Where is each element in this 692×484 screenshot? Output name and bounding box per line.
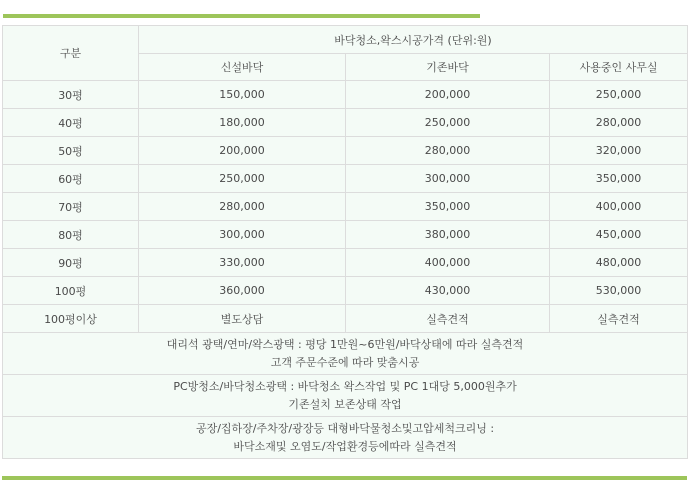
note-line-1: PC방청소/바닥청소광택 : 바닥청소 왁스작업 및 PC 1대당 5,000원추가 xyxy=(173,379,517,393)
price-cell: 380,000 xyxy=(346,221,550,249)
price-cell: 430,000 xyxy=(346,277,550,305)
price-cell: 150,000 xyxy=(139,81,346,109)
price-cell: 실측견적 xyxy=(550,305,688,333)
table-row xyxy=(3,165,688,193)
price-cell: 250,000 xyxy=(346,109,550,137)
note-row xyxy=(3,375,688,417)
price-cell: 350,000 xyxy=(550,165,688,193)
row-size-cell: 80평 xyxy=(3,221,139,249)
price-cell: 360,000 xyxy=(139,277,346,305)
price-cell: 330,000 xyxy=(139,249,346,277)
table-row xyxy=(3,249,688,277)
price-cell: 280,000 xyxy=(346,137,550,165)
price-cell: 200,000 xyxy=(346,81,550,109)
note-line-2: 고객 주문수준에 따라 맞춤시공 xyxy=(270,355,420,369)
header-category-cell: 구분 xyxy=(3,26,139,81)
row-size-cell: 70평 xyxy=(3,193,139,221)
note-line-1: 공장/집하장/주차장/광장등 대형바닥물청소및고압세척크리닝 : xyxy=(195,421,495,435)
row-size-cell: 100평 xyxy=(3,277,139,305)
note-cell xyxy=(3,333,688,375)
price-table xyxy=(2,25,688,459)
note-row xyxy=(3,417,688,459)
table-row xyxy=(3,137,688,165)
note-cell xyxy=(3,417,688,459)
row-size-cell: 30평 xyxy=(3,81,139,109)
price-cell: 250,000 xyxy=(139,165,346,193)
price-cell: 530,000 xyxy=(550,277,688,305)
header-group-cell: 바닥청소,왁스시공가격 (단위:원) xyxy=(139,26,688,54)
note-line-2: 기존설치 보존상태 작업 xyxy=(288,397,402,411)
table-row xyxy=(3,109,688,137)
header-col-existing-floor: 기존바닥 xyxy=(346,54,550,81)
price-cell: 450,000 xyxy=(550,221,688,249)
price-cell: 280,000 xyxy=(550,109,688,137)
header-row-group xyxy=(3,26,688,54)
table-row xyxy=(3,193,688,221)
price-cell: 실측견적 xyxy=(346,305,550,333)
row-size-cell: 90평 xyxy=(3,249,139,277)
table-row xyxy=(3,221,688,249)
price-cell: 300,000 xyxy=(346,165,550,193)
row-size-cell: 50평 xyxy=(3,137,139,165)
header-col-new-floor: 신설바닥 xyxy=(139,54,346,81)
row-size-cell: 60평 xyxy=(3,165,139,193)
price-cell: 400,000 xyxy=(346,249,550,277)
header-col-office-in-use: 사용중인 사무실 xyxy=(550,54,688,81)
table-row xyxy=(3,305,688,333)
row-size-cell: 100평이상 xyxy=(3,305,139,333)
price-cell: 250,000 xyxy=(550,81,688,109)
price-cell: 320,000 xyxy=(550,137,688,165)
note-row xyxy=(3,333,688,375)
price-cell: 별도상담 xyxy=(139,305,346,333)
bottom-accent-bar xyxy=(2,476,687,480)
table-row xyxy=(3,81,688,109)
price-cell: 200,000 xyxy=(139,137,346,165)
row-size-cell: 40평 xyxy=(3,109,139,137)
price-table-container xyxy=(2,25,687,459)
note-line-1: 대리석 광택/연마/왁스광택 : 평당 1만원~6만원/바닥상태에 따라 실측견적 xyxy=(166,337,524,351)
price-cell: 350,000 xyxy=(346,193,550,221)
note-line-2: 바닥소재및 오염도/작업환경등에따라 실측견적 xyxy=(233,439,457,453)
price-cell: 480,000 xyxy=(550,249,688,277)
price-cell: 280,000 xyxy=(139,193,346,221)
price-cell: 400,000 xyxy=(550,193,688,221)
price-cell: 180,000 xyxy=(139,109,346,137)
price-cell: 300,000 xyxy=(139,221,346,249)
top-accent-bar xyxy=(3,14,480,18)
table-row xyxy=(3,277,688,305)
note-cell xyxy=(3,375,688,417)
